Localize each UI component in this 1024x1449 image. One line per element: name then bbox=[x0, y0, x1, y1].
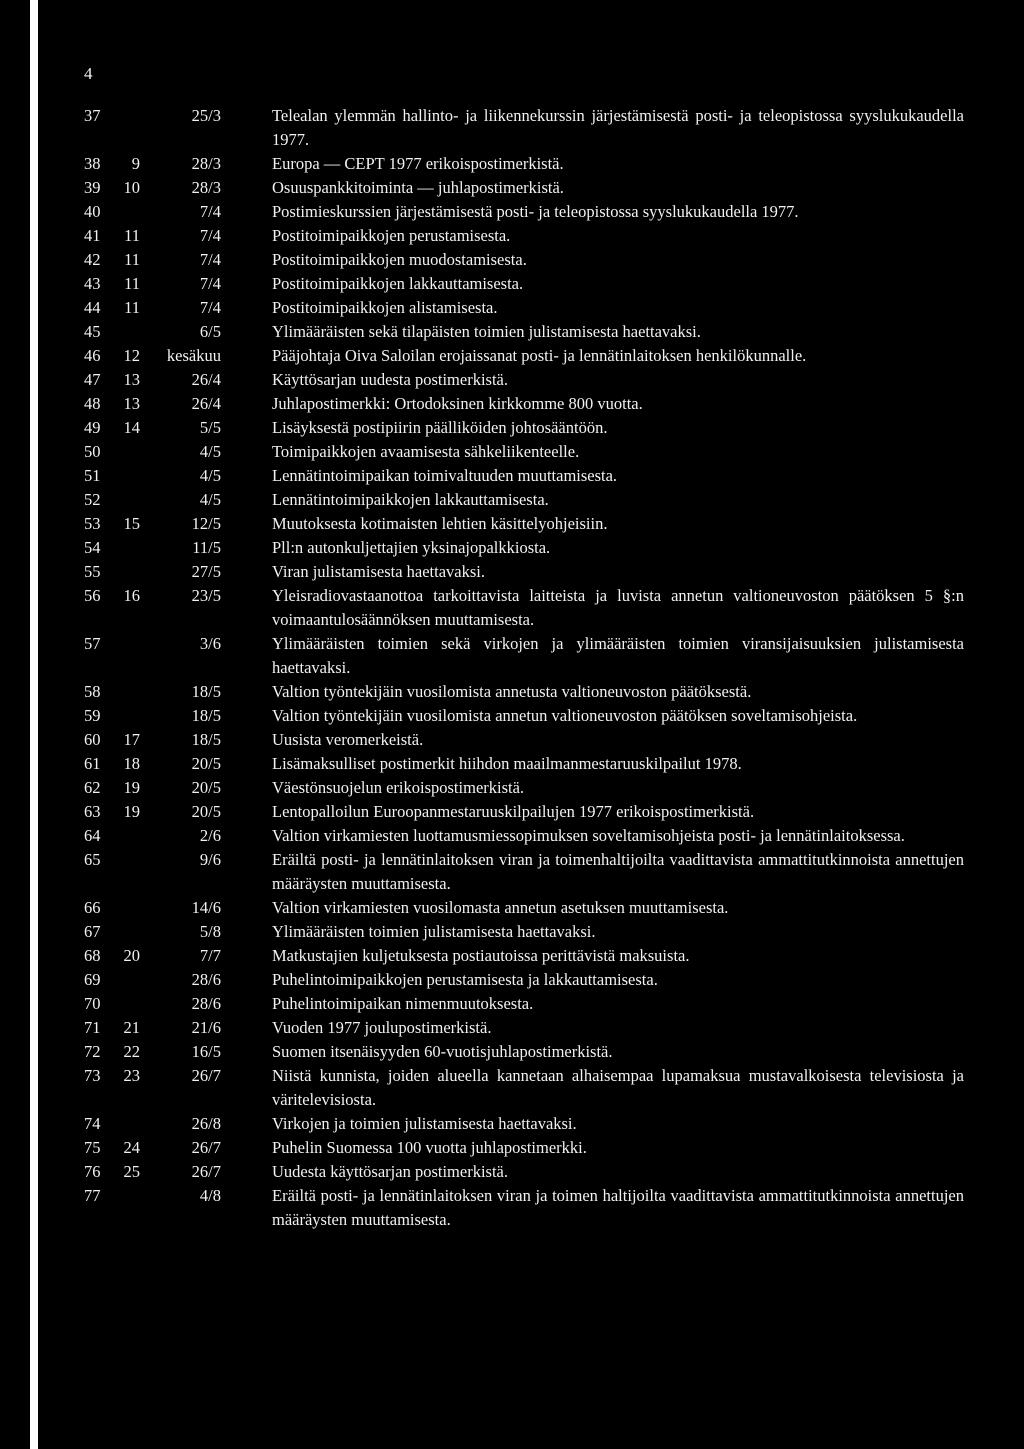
list-item bbox=[84, 680, 964, 704]
item-title: Yleisradiovastaanottoa tarkoittavista laitteista ja luvista annetun valtioneuvoston päätöksen 5 §:n voimaantulosäännöksen muuttamisesta. bbox=[272, 586, 964, 629]
item-date: 6/5 bbox=[199, 322, 221, 341]
item-series-number: 22 bbox=[123, 1042, 140, 1061]
item-title: Viran julistamisesta haettavaksi. bbox=[272, 562, 485, 581]
item-number: 52 bbox=[84, 490, 101, 509]
item-number: 61 bbox=[84, 754, 101, 773]
item-date: 12/5 bbox=[191, 514, 221, 533]
item-number: 37 bbox=[84, 106, 101, 125]
item-number: 43 bbox=[84, 274, 101, 293]
item-date: kesäkuu bbox=[166, 346, 221, 365]
item-date: 23/5 bbox=[191, 586, 221, 605]
item-number: 71 bbox=[84, 1018, 101, 1037]
list-item bbox=[84, 1016, 964, 1040]
item-title: Osuuspankkitoiminta — juhlapostimerkistä. bbox=[272, 178, 564, 197]
list-item bbox=[84, 1064, 964, 1112]
item-series-number: 12 bbox=[123, 346, 140, 365]
list-item bbox=[84, 800, 964, 824]
item-title: Europa — CEPT 1977 erikoispostimerkistä. bbox=[272, 154, 564, 173]
item-number: 73 bbox=[84, 1066, 101, 1085]
item-number: 46 bbox=[84, 346, 101, 365]
item-number: 50 bbox=[84, 442, 101, 461]
item-number: 66 bbox=[84, 898, 101, 917]
item-number: 44 bbox=[84, 298, 101, 317]
item-title: Käyttösarjan uudesta postimerkistä. bbox=[272, 370, 508, 389]
item-date: 7/4 bbox=[199, 250, 221, 269]
item-series-number: 16 bbox=[123, 586, 140, 605]
item-number: 59 bbox=[84, 706, 101, 725]
item-date: 14/6 bbox=[191, 898, 221, 917]
list-item bbox=[84, 1136, 964, 1160]
list-item bbox=[84, 296, 964, 320]
item-date: 4/5 bbox=[199, 466, 221, 485]
item-title: Eräiltä posti- ja lennätinlaitoksen viran ja toimenhaltijoilta vaadittavista ammattitutkinnoista annettujen määräysten muuttamisesta. bbox=[272, 850, 964, 893]
item-number: 42 bbox=[84, 250, 101, 269]
item-date: 27/5 bbox=[191, 562, 221, 581]
item-title: Puhelintoimipaikan nimenmuutoksesta. bbox=[272, 994, 534, 1013]
list-item bbox=[84, 536, 964, 560]
item-date: 28/3 bbox=[191, 154, 221, 173]
item-date: 18/5 bbox=[191, 706, 221, 725]
item-number: 65 bbox=[84, 850, 101, 869]
item-series-number: 10 bbox=[123, 178, 140, 197]
list-item bbox=[84, 440, 964, 464]
item-date: 26/4 bbox=[191, 370, 221, 389]
item-series-number: 19 bbox=[123, 778, 140, 797]
item-number: 48 bbox=[84, 394, 101, 413]
list-item bbox=[84, 152, 964, 176]
item-title: Ylimääräisten toimien sekä virkojen ja ylimääräisten toimien viransijaisuuksien julistamisesta haettavaksi. bbox=[272, 634, 964, 677]
item-date: 20/5 bbox=[191, 754, 221, 773]
item-date: 25/3 bbox=[191, 106, 221, 125]
item-title: Puhelin Suomessa 100 vuotta juhlapostimerkki. bbox=[272, 1138, 587, 1157]
item-series-number: 24 bbox=[123, 1138, 140, 1157]
item-title: Niistä kunnista, joiden alueella kannetaan alhaisempaa lupamaksua mustavalkoisesta televisiosta ja väritelevisiosta. bbox=[272, 1066, 964, 1109]
list-item bbox=[84, 1160, 964, 1184]
item-number: 64 bbox=[84, 826, 101, 845]
item-number: 70 bbox=[84, 994, 101, 1013]
item-number: 47 bbox=[84, 370, 101, 389]
list-item bbox=[84, 248, 964, 272]
item-series-number: 11 bbox=[124, 298, 140, 317]
item-number: 38 bbox=[84, 154, 101, 173]
item-title: Virkojen ja toimien julistamisesta haettavaksi. bbox=[272, 1114, 577, 1133]
item-title: Lennätintoimipaikan toimivaltuuden muuttamisesta. bbox=[272, 466, 618, 485]
item-date: 26/7 bbox=[191, 1138, 221, 1157]
item-date: 20/5 bbox=[191, 778, 221, 797]
item-date: 20/5 bbox=[191, 802, 221, 821]
list-item bbox=[84, 560, 964, 584]
item-number: 76 bbox=[84, 1162, 101, 1181]
list-item bbox=[84, 464, 964, 488]
item-title: Lentopalloilun Euroopanmestaruuskilpailujen 1977 erikoispostimerkistä. bbox=[272, 802, 755, 821]
item-title: Lisäyksestä postipiirin päälliköiden johtosääntöön. bbox=[272, 418, 608, 437]
list-item bbox=[84, 512, 964, 536]
list-item bbox=[84, 752, 964, 776]
item-series-number: 19 bbox=[123, 802, 140, 821]
item-number: 41 bbox=[84, 226, 101, 245]
item-series-number: 13 bbox=[123, 370, 140, 389]
item-number: 51 bbox=[84, 466, 101, 485]
list-item bbox=[84, 104, 964, 152]
item-series-number: 9 bbox=[131, 154, 140, 173]
item-number: 77 bbox=[84, 1186, 101, 1205]
list-item bbox=[84, 368, 964, 392]
item-number: 53 bbox=[84, 514, 101, 533]
item-title: Suomen itsenäisyyden 60-vuotisjuhlapostimerkistä. bbox=[272, 1042, 613, 1061]
item-number: 49 bbox=[84, 418, 101, 437]
list-item bbox=[84, 728, 964, 752]
item-series-number: 18 bbox=[123, 754, 140, 773]
item-title: Uudesta käyttösarjan postimerkistä. bbox=[272, 1162, 508, 1181]
item-title: Väestönsuojelun erikoispostimerkistä. bbox=[272, 778, 525, 797]
list-item bbox=[84, 848, 964, 896]
item-number: 39 bbox=[84, 178, 101, 197]
item-title: Postitoimipaikkojen perustamisesta. bbox=[272, 226, 511, 245]
circular-list bbox=[84, 104, 964, 1232]
item-title: Postitoimipaikkojen muodostamisesta. bbox=[272, 250, 527, 269]
item-title: Postitoimipaikkojen alistamisesta. bbox=[272, 298, 498, 317]
item-title: Valtion virkamiesten vuosilomasta annetun asetuksen muuttamisesta. bbox=[272, 898, 729, 917]
item-number: 69 bbox=[84, 970, 101, 989]
item-title: Muutoksesta kotimaisten lehtien käsittelyohjeisiin. bbox=[272, 514, 608, 533]
list-item bbox=[84, 392, 964, 416]
item-title: Toimipaikkojen avaamisesta sähkeliikenteelle. bbox=[272, 442, 580, 461]
item-number: 67 bbox=[84, 922, 101, 941]
item-series-number: 20 bbox=[123, 946, 140, 965]
item-number: 75 bbox=[84, 1138, 101, 1157]
list-item bbox=[84, 992, 964, 1016]
item-title: Uusista veromerkeistä. bbox=[272, 730, 424, 749]
item-series-number: 21 bbox=[123, 1018, 140, 1037]
item-date: 21/6 bbox=[191, 1018, 221, 1037]
item-title: Lennätintoimipaikkojen lakkauttamisesta. bbox=[272, 490, 549, 509]
item-number: 63 bbox=[84, 802, 101, 821]
item-date: 4/5 bbox=[199, 490, 221, 509]
item-date: 5/5 bbox=[199, 418, 221, 437]
list-item bbox=[84, 896, 964, 920]
item-date: 28/6 bbox=[191, 970, 221, 989]
item-number: 55 bbox=[84, 562, 101, 581]
item-title: Valtion työntekijäin vuosilomista annetun valtioneuvoston päätöksen soveltamisohjeista. bbox=[272, 706, 858, 725]
item-date: 26/4 bbox=[191, 394, 221, 413]
item-number: 72 bbox=[84, 1042, 101, 1061]
item-date: 7/4 bbox=[199, 226, 221, 245]
item-date: 4/8 bbox=[199, 1186, 221, 1205]
item-number: 68 bbox=[84, 946, 101, 965]
item-series-number: 25 bbox=[123, 1162, 140, 1181]
item-date: 5/8 bbox=[199, 922, 221, 941]
list-item bbox=[84, 824, 964, 848]
item-date: 28/3 bbox=[191, 178, 221, 197]
item-title: Valtion virkamiesten luottamusmiessopimuksen soveltamisohjeista posti- ja lennätinlaitoksessa. bbox=[272, 826, 905, 845]
item-title: Lisämaksulliset postimerkit hiihdon maailmanmestaruuskilpailut 1978. bbox=[272, 754, 742, 773]
item-number: 40 bbox=[84, 202, 101, 221]
item-date: 9/6 bbox=[199, 850, 221, 869]
item-title: Eräiltä posti- ja lennätinlaitoksen viran ja toimen haltijoilta vaadittavista ammattitutkinnoista annettujen määräysten muuttamisesta. bbox=[272, 1186, 964, 1229]
list-item bbox=[84, 632, 964, 680]
list-item bbox=[84, 488, 964, 512]
item-title: Vuoden 1977 joulupostimerkistä. bbox=[272, 1018, 492, 1037]
item-title: Matkustajien kuljetuksesta postiautoissa perittävistä maksuista. bbox=[272, 946, 690, 965]
list-item bbox=[84, 176, 964, 200]
list-item bbox=[84, 200, 964, 224]
list-item bbox=[84, 1040, 964, 1064]
item-date: 28/6 bbox=[191, 994, 221, 1013]
item-series-number: 11 bbox=[124, 250, 140, 269]
item-number: 54 bbox=[84, 538, 101, 557]
list-item bbox=[84, 944, 964, 968]
item-date: 18/5 bbox=[191, 682, 221, 701]
item-date: 7/4 bbox=[199, 298, 221, 317]
item-title: Juhlapostimerkki: Ortodoksinen kirkkomme 800 vuotta. bbox=[272, 394, 643, 413]
item-title: Telealan ylemmän hallinto- ja liikennekurssin järjestämisestä posti- ja teleopistossa syyslukukaudella 1977. bbox=[272, 106, 964, 149]
item-number: 62 bbox=[84, 778, 101, 797]
item-date: 11/5 bbox=[192, 538, 221, 557]
list-item bbox=[84, 224, 964, 248]
item-date: 16/5 bbox=[191, 1042, 221, 1061]
item-date: 3/6 bbox=[199, 634, 221, 653]
item-title: Pääjohtaja Oiva Saloilan erojaissanat posti- ja lennätinlaitoksen henkilökunnalle. bbox=[272, 346, 807, 365]
item-date: 7/4 bbox=[199, 274, 221, 293]
item-number: 58 bbox=[84, 682, 101, 701]
list-item bbox=[84, 1184, 964, 1232]
item-title: Pll:n autonkuljettajien yksinajopalkkiosta. bbox=[272, 538, 551, 557]
item-number: 45 bbox=[84, 322, 101, 341]
item-date: 26/7 bbox=[191, 1066, 221, 1085]
item-number: 56 bbox=[84, 586, 101, 605]
item-title: Postitoimipaikkojen lakkauttamisesta. bbox=[272, 274, 524, 293]
page-number: 4 bbox=[84, 64, 93, 83]
item-series-number: 11 bbox=[124, 274, 140, 293]
item-date: 18/5 bbox=[191, 730, 221, 749]
item-title: Puhelintoimipaikkojen perustamisesta ja lakkauttamisesta. bbox=[272, 970, 658, 989]
item-title: Ylimääräisten toimien julistamisesta haettavaksi. bbox=[272, 922, 596, 941]
list-item bbox=[84, 272, 964, 296]
item-title: Valtion työntekijäin vuosilomista annetusta valtioneuvoston päätöksestä. bbox=[272, 682, 752, 701]
item-date: 26/7 bbox=[191, 1162, 221, 1181]
scan-edge-bar bbox=[30, 0, 38, 1449]
item-series-number: 11 bbox=[124, 226, 140, 245]
item-number: 74 bbox=[84, 1114, 101, 1133]
list-item bbox=[84, 776, 964, 800]
list-item bbox=[84, 584, 964, 632]
item-date: 4/5 bbox=[199, 442, 221, 461]
item-date: 26/8 bbox=[191, 1114, 221, 1133]
item-date: 2/6 bbox=[199, 826, 221, 845]
item-date: 7/7 bbox=[199, 946, 221, 965]
item-series-number: 17 bbox=[123, 730, 140, 749]
item-number: 60 bbox=[84, 730, 101, 749]
item-series-number: 14 bbox=[123, 418, 140, 437]
list-item bbox=[84, 920, 964, 944]
list-item bbox=[84, 416, 964, 440]
item-series-number: 23 bbox=[123, 1066, 140, 1085]
list-item bbox=[84, 344, 964, 368]
list-item bbox=[84, 1112, 964, 1136]
item-title: Ylimääräisten sekä tilapäisten toimien julistamisesta haettavaksi. bbox=[272, 322, 701, 341]
item-date: 7/4 bbox=[199, 202, 221, 221]
list-item bbox=[84, 968, 964, 992]
item-number: 57 bbox=[84, 634, 101, 653]
list-item bbox=[84, 320, 964, 344]
item-title: Postimieskurssien järjestämisestä posti- ja teleopistossa syyslukukaudella 1977. bbox=[272, 202, 799, 221]
item-series-number: 15 bbox=[123, 514, 140, 533]
item-series-number: 13 bbox=[123, 394, 140, 413]
list-item bbox=[84, 704, 964, 728]
